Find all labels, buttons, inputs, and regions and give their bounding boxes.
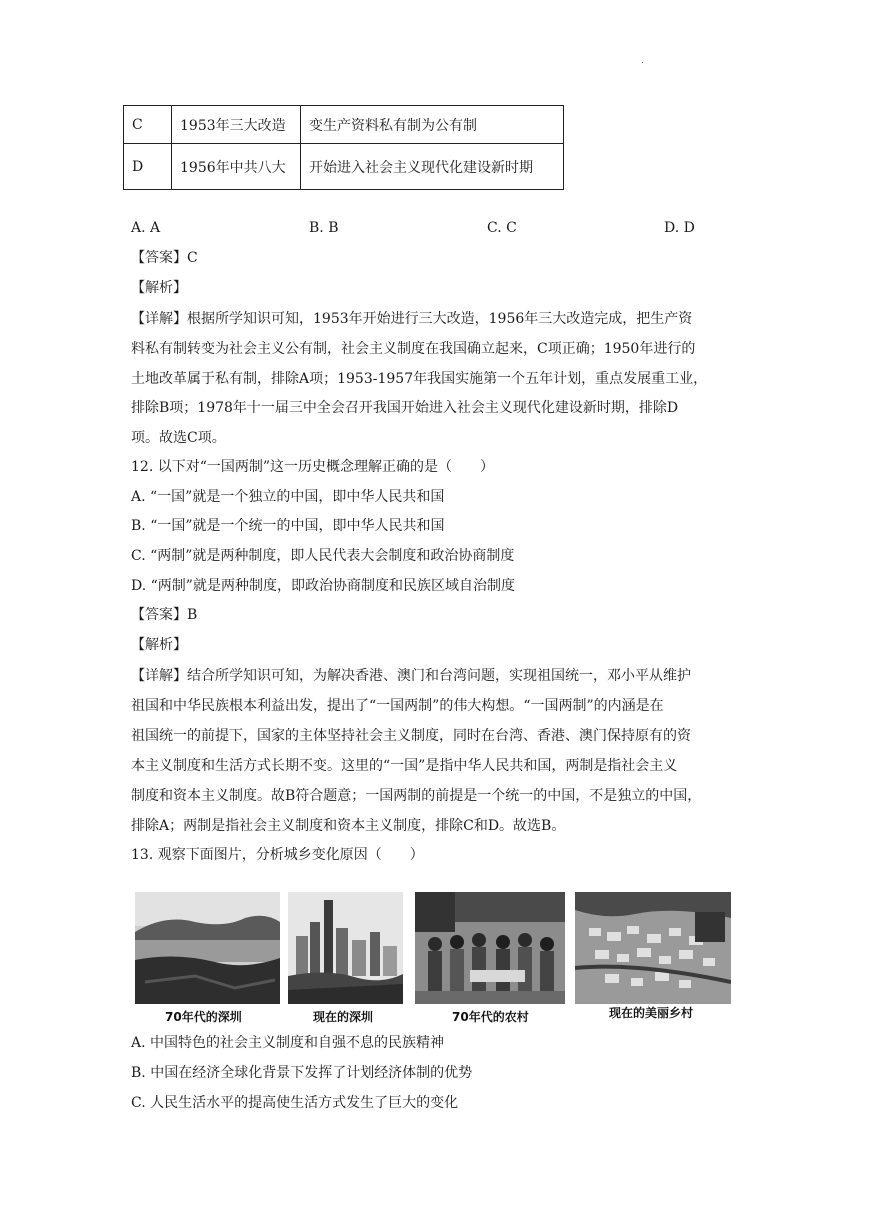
table-row: [124, 106, 564, 144]
q12-detail-line: 【详解】结合所学知识可知，为解决香港、澳门和台湾问题，实现祖国统一，邓小平从维护: [131, 668, 691, 684]
q11-detail-line: 土地改革属于私有制，排除A项；1953-1957年我国实施第一个五年计划，重点发展重工业，: [131, 371, 708, 387]
photo-caption: 现在的深圳: [313, 1010, 374, 1024]
q13-photo-strip: [131, 870, 735, 1030]
q13-option-a[interactable]: A. 中国特色的社会主义制度和自强不息的民族精神: [131, 1035, 445, 1051]
table-cell-event: 1956年中共八大: [172, 144, 301, 190]
q12-detail-line: 祖国统一的前提下，国家的主体坚持社会主义制度，同时在台湾、香港、澳门保持原有的资: [131, 728, 691, 744]
q11-detail-line: 排除B项；1978年十一届三中全会召开我国开始进入社会主义现代化建设新时期，排除D: [131, 400, 679, 416]
q12-answer: 【答案】B: [131, 607, 198, 623]
photo-70s-village: [415, 892, 565, 1004]
options-table: [123, 105, 564, 190]
q12-detail-line: 制度和资本主义制度。故B符合题意；一国两制的前提是一个统一的中国，不是独立的中国，: [131, 788, 702, 804]
q11-detail-line: 料私有制转变为社会主义公有制，社会主义制度在我国确立起来，C项正确；1950年进行的: [131, 341, 696, 357]
q12-option-c[interactable]: C. “两制”就是两种制度，即人民代表大会制度和政治协商制度: [131, 548, 515, 564]
table-row: [124, 144, 564, 190]
q12-option-d[interactable]: D. “两制”就是两种制度，即政治协商制度和民族区域自治制度: [131, 578, 515, 594]
q11-answer: 【答案】C: [131, 250, 198, 266]
table-cell-letter: C: [124, 106, 172, 144]
photo-caption: 70年代的农村: [452, 1010, 529, 1024]
header-mark: .: [641, 56, 644, 66]
table-cell-event: 1953年三大改造: [172, 106, 301, 144]
q13-option-b[interactable]: B. 中国在经济全球化背景下发挥了计划经济体制的优势: [131, 1065, 473, 1081]
q11-choice-a[interactable]: A. A: [131, 220, 161, 236]
table-cell-meaning: 开始进入社会主义现代化建设新时期: [301, 144, 564, 190]
q11-choice-d[interactable]: D. D: [664, 220, 695, 236]
photo-modern-shenzhen: [288, 892, 403, 1004]
q12-option-b[interactable]: B. “一国”就是一个统一的中国，即中华人民共和国: [131, 518, 445, 534]
photo-modern-village: [575, 892, 731, 1004]
q11-detail-line: 项。故选C项。: [131, 430, 226, 446]
q11-analysis-label: 【解析】: [131, 280, 187, 296]
photo-caption: 70年代的深圳: [165, 1010, 242, 1024]
q12-option-a[interactable]: A. “一国”就是一个独立的中国，即中华人民共和国: [131, 489, 445, 505]
q12-analysis-label: 【解析】: [131, 637, 187, 653]
q13-question: 13. 观察下面图片，分析城乡变化原因（ ）: [131, 847, 424, 863]
photo-caption: 现在的美丽乡村: [609, 1006, 694, 1020]
q11-choice-c[interactable]: C. C: [487, 220, 517, 236]
q12-detail-line: 本主义制度和生活方式长期不变。这里的“一国”是指中华人民共和国，两制是指社会主义: [131, 758, 678, 774]
q11-choice-b[interactable]: B. B: [309, 220, 339, 236]
q12-question: 12. 以下对“一国两制”这一历史概念理解正确的是（ ）: [131, 459, 495, 475]
table-cell-letter: D: [124, 144, 172, 190]
table-cell-meaning: 变生产资料私有制为公有制: [301, 106, 564, 144]
q12-detail-line: 祖国和中华民族根本利益出发，提出了“一国两制”的伟大构想。“一国两制”的内涵是在: [131, 698, 664, 714]
q12-detail-line: 排除A；两制是指社会主义制度和资本主义制度，排除C和D。故选B。: [131, 818, 566, 834]
q11-detail-line: 【详解】根据所学知识可知，1953年开始进行三大改造，1956年三大改造完成，把生产资: [131, 311, 693, 327]
photo-70s-shenzhen: [135, 892, 280, 1004]
q13-option-c[interactable]: C. 人民生活水平的提高使生活方式发生了巨大的变化: [131, 1095, 459, 1111]
